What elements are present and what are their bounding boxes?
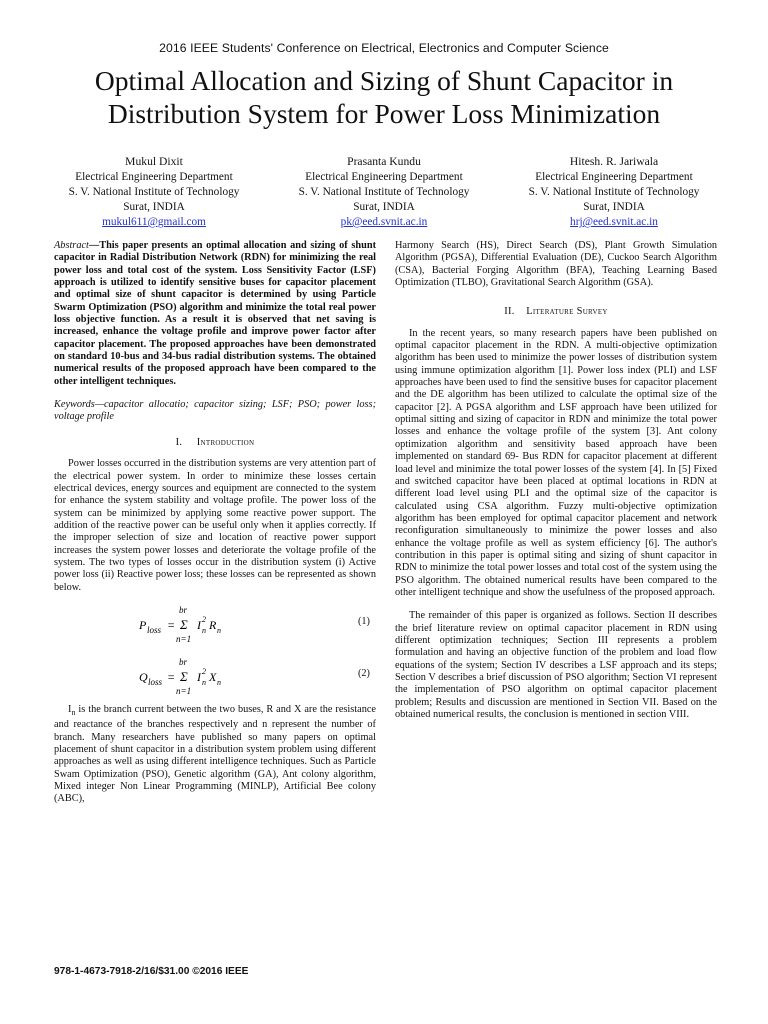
keywords: Keywords—capacitor allocatio; capacitor sizing; LSF; PSO; power loss; voltage profile — [54, 399, 376, 423]
author-city: Surat, INDIA — [353, 201, 415, 213]
author-city: Surat, INDIA — [583, 201, 645, 213]
eq-sum-lower: n=1 — [176, 685, 192, 696]
author-dept: Electrical Engineering Department — [535, 171, 693, 183]
left-column — [54, 240, 376, 806]
eq-current-subscript: n — [202, 677, 206, 687]
sum-icon: Σ — [180, 616, 188, 632]
paragraph-gap — [395, 599, 717, 610]
author-email-link[interactable]: hrj@eed.svnit.ac.in — [570, 216, 658, 228]
copyright-footer: 978-1-4673-7918-2/16/$31.00 ©2016 IEEE — [54, 966, 249, 977]
author-1 — [34, 154, 274, 230]
author-block — [40, 154, 728, 230]
author-name: Hitesh. R. Jariwala — [569, 155, 659, 168]
eq-equals: = — [167, 669, 176, 684]
equation-2-formula — [139, 654, 259, 698]
section-heading-introduction — [54, 437, 376, 449]
right-column — [395, 240, 717, 721]
author-inst: S. V. National Institute of Technology — [298, 186, 470, 198]
eq-current: I — [197, 669, 201, 684]
author-email-link[interactable]: mukul611@gmail.com — [102, 216, 206, 228]
eq-current: I — [197, 617, 201, 632]
equation-number: (2) — [357, 667, 370, 679]
intro-paragraph-2-text: is the branch current between the two buses, R and X are the resistance and reactance of the branches respectively and n represent the number of branch. Many researchers have published so many papers on optimal placement of shunt capacitor in a distribution system problem using different approaches as well as using different intelligence techniques. Such as Particle Swam Optimization (PSO), Genetic algorithm (GA), Ant colony algorithm, Mixed integer Non Linear Programming (MINLP), Artificial Bee colony (ABC), — [54, 703, 376, 805]
sum-icon: Σ — [180, 668, 188, 684]
author-dept: Electrical Engineering Department — [75, 171, 233, 183]
equation-2 — [54, 654, 376, 698]
eq-superscript: 2 — [202, 666, 206, 676]
eq-reactance: X — [209, 669, 217, 684]
eq-symbol: P — [139, 617, 147, 632]
section-heading-literature-survey — [395, 306, 717, 318]
eq-current-subscript: n — [202, 625, 206, 635]
section-title: Literature Survey — [526, 306, 608, 318]
eq-symbol: Q — [139, 669, 148, 684]
intro-paragraph-1: Power losses occurred in the distribution systems are very attention part of the electrical power system. In order to minimize these losses certain electrical devices, energy sources and equipment are connected to the system for enhance the system stability and voltage profile. The power loss of the system can be minimized by applying some reactive power support. The addition of the reactive power can be useful only when it applies correctly. If the improper selection of size and location of reactive power support increases the system power losses and deteriorate the voltage profile of the system. The two types of losses occur in the distribution system (i) Active power loss (ii) Reactive power loss; these losses can be represented as shown below. — [54, 458, 376, 593]
eq-sum-upper: br — [179, 604, 188, 615]
eq-subscript: loss — [148, 676, 163, 687]
author-inst: S. V. National Institute of Technology — [528, 186, 700, 198]
author-name: Mukul Dixit — [125, 155, 183, 168]
eq-resistance: R — [209, 617, 217, 632]
equation-number: (1) — [357, 615, 370, 627]
intro-continuation: Harmony Search (HS), Direct Search (DS), Plant Growth Simulation Algorithm (PGSA), Differential Evaluation (DE), Cuckoo Search Algorithm (CSA), Bacterial Forging Algorithm (BFA), Teaching Learning Based Optimization (TLBO), Gravitational Search Algorithm (GSA). — [395, 240, 717, 289]
eq-sum-lower: n=1 — [176, 633, 192, 644]
literature-paragraph-1: In the recent years, so many research papers have been published on optimal capacitor placement in the RDN. A multi-objective optimization algorithm has been used to minimize the power losses of distribution system using immune optimization algorithm [1]. Power loss index (PLI) and LSF approaches have been used to find the sensitive buses for capacitor placement and the DE algorithm has been utilized to calculate the optimal size of the capacitor [2]. A PGSA algorithm and LSF approach have been utilized for optimal sitting and sizing of capacitor in RDN and minimize the total power losses and enhance the voltage profile of the system [3]. Ant colony optimization algorithm and sensitivity based approach have been implemented on standard 69- Bus RDN for capacitor placement at different load level and minimize the total power losses of the system [4]. In [5] Fixed and switched capacitor have been placed at optimal locations in RDN at different load level using PLI and the optimal size of the capacitor is calculated using CSA algorithm. Fuzzy multi-objective optimization algorithm has been employed for optimal capacitor placement and network reconfiguration simultaneously to minimize the power losses and also enhance the voltage profile as well as system efficiency [6]. The author's contribution in this paper is optimal siting and sizing of shunt capacitor in RDN to minimize the total power losses and total cost of the system using the PSO algorithm. The obtained numerical results have been compared to the other intelligent technique and show the usefulness of the proposed approach. — [395, 327, 717, 598]
section-title: Introduction — [196, 436, 255, 448]
current-symbol: I — [68, 703, 72, 715]
equation-1 — [54, 602, 376, 646]
author-email-link[interactable]: pk@eed.svnit.ac.in — [340, 216, 428, 228]
section-numeral: II. — [504, 306, 515, 318]
eq-subscript: loss — [147, 624, 162, 635]
eq-equals: = — [167, 617, 176, 632]
eq-superscript: 2 — [202, 614, 206, 624]
intro-paragraph-2 — [54, 704, 376, 806]
abstract-label: Abstract — [54, 240, 89, 251]
author-dept: Electrical Engineering Department — [305, 171, 463, 183]
eq-resistance-subscript: n — [217, 625, 221, 635]
author-3 — [494, 154, 734, 230]
paper-title: Optimal Allocation and Sizing of Shunt Capacitor in Distribution System for Power Loss Minimization — [94, 65, 674, 129]
author-inst: S. V. National Institute of Technology — [68, 186, 240, 198]
current-symbol-subscript: n — [71, 707, 76, 717]
author-city: Surat, INDIA — [123, 201, 185, 213]
abstract — [54, 240, 376, 388]
abstract-body: —This paper presents an optimal allocation and sizing of shunt capacitor in Radial Distribution Network (RDN) for minimizing the real power loss and total cost of the system. Loss Sensitivity Factor (LSF) approach is utilized to identify sensitive buses for capacitor placement and optimal size of shunt capacitor is determined by using Particle Swarm Optimization (PSO) algorithm and minimize the total real power loss objective function. As a result it is observed that net saving is increased, enhance the voltage profile and improve power factor after capacitor placement. The proposed approaches have been demonstrated on standard 10-bus and 34-bus radial distribution systems. The obtained numerical results of the proposed approach have been compared to the other intelligent techniques. — [54, 240, 376, 387]
eq-reactance-subscript: n — [217, 677, 221, 687]
author-2 — [264, 154, 504, 230]
eq-sum-upper: br — [179, 656, 188, 667]
author-name: Prasanta Kundu — [347, 155, 421, 168]
literature-paragraph-2: The remainder of this paper is organized as follows. Section II describes the brief literature review on optimal capacitor placement in RDN using different optimization techniques; Section III represents a problem formulation and having an objective function of the problem and load flow equations of the system; Section IV describes a LSF approach and its steps; Section V describes a brief discussion of PSO algorithm; Section VI represent the implementation of PSO algorithm on optimal capacitor placement problem; Results and discussion are mentioned in Section VII. Based on the obtained numerical results, the conclusion is mentioned in section VIII. — [395, 610, 717, 721]
section-numeral: I. — [175, 436, 183, 448]
equation-1-formula — [139, 602, 259, 646]
conference-header: 2016 IEEE Students' Conference on Electrical, Electronics and Computer Science — [159, 41, 609, 55]
